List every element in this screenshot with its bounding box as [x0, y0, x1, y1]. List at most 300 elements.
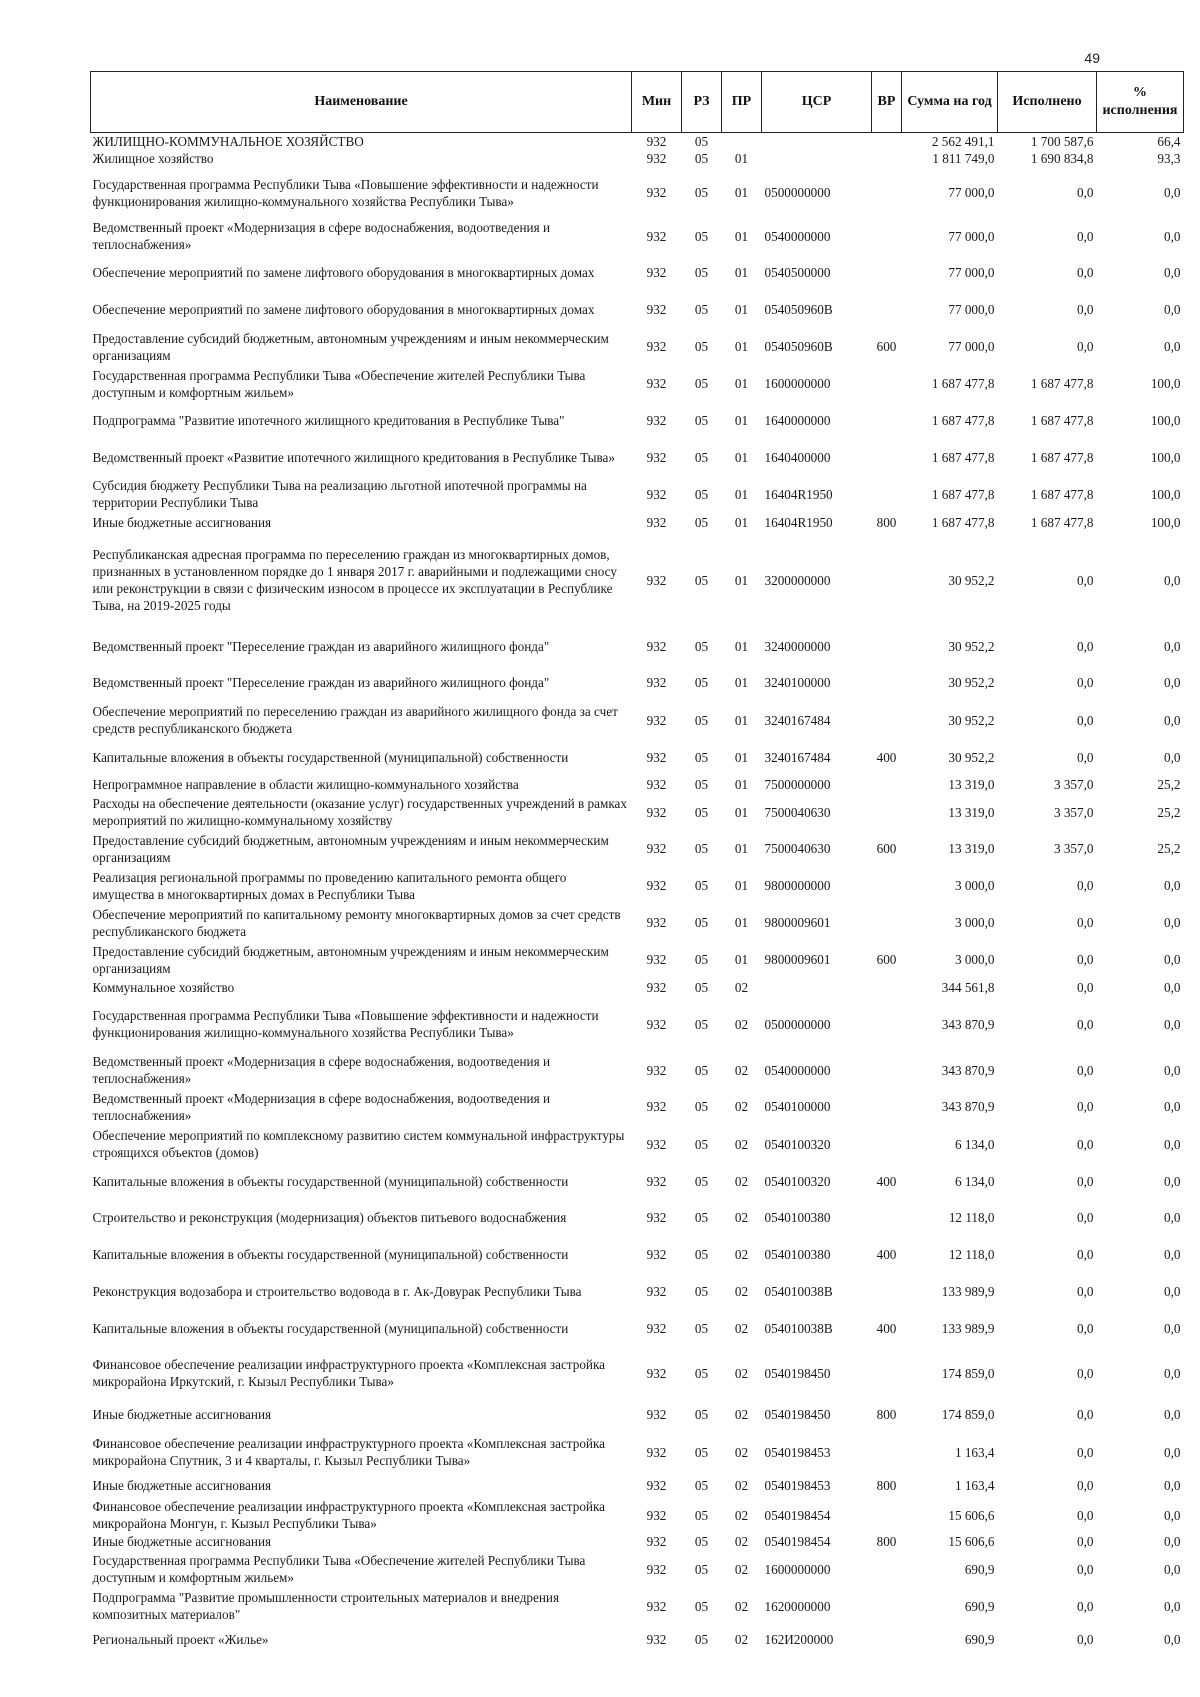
cell-vr	[872, 439, 902, 476]
cell-min: 932	[646, 514, 667, 530]
cell-vr	[872, 867, 902, 904]
cell-pct: 0,0	[1164, 979, 1181, 995]
cell-name: Предоставление субсидий бюджетным, автономным учреждениям и иным некоммерческим организациям	[92, 330, 609, 363]
cell-sum: 3 000,0	[954, 952, 995, 967]
cell-pct: 0,0	[1164, 265, 1181, 280]
cell-sum: 343 870,9	[941, 1062, 995, 1078]
cell-sum: 77 000,0	[948, 185, 995, 200]
table-row	[91, 328, 1184, 365]
cell-name: Иные бюджетные ассигнования	[92, 1478, 272, 1493]
cell-csr: 1600000000	[764, 1561, 831, 1577]
cell-done: 0,0	[1077, 1136, 1094, 1152]
table-row	[91, 1310, 1184, 1347]
cell-min: 932	[646, 376, 667, 391]
cell-pct: 0,0	[1164, 1173, 1181, 1189]
cell-pct: 25,2	[1157, 804, 1181, 820]
cell-done: 0,0	[1077, 1321, 1094, 1336]
cell-min: 932	[646, 675, 667, 690]
cell-vr: 400	[876, 1247, 897, 1262]
cell-csr: 0500000000	[764, 185, 831, 200]
cell-csr: 16404R1950	[764, 514, 833, 530]
cell-vr	[872, 1273, 902, 1310]
cell-min: 932	[646, 185, 667, 200]
cell-rz: 05	[694, 413, 709, 428]
cell-name: ЖИЛИЩНО-КОММУНАЛЬНОЕ ХОЗЯЙСТВО	[92, 134, 364, 149]
cell-rz: 05	[694, 1016, 709, 1032]
cell-vr	[872, 476, 902, 512]
cell-pct: 0,0	[1164, 1631, 1181, 1647]
cell-name: Обеспечение мероприятий по капитальному ремонту многоквартирных домов за счет средств республиканского бюджета	[92, 906, 621, 939]
table-row	[91, 1052, 1184, 1088]
cell-pr: 02	[734, 1173, 749, 1189]
cell-min: 932	[646, 302, 667, 317]
table-row	[91, 476, 1184, 512]
cell-rz: 05	[694, 675, 709, 690]
cell-pct: 25,2	[1157, 841, 1181, 856]
cell-csr: 3240167484	[764, 712, 831, 728]
cell-rz: 05	[694, 1407, 709, 1422]
cell-pct: 0,0	[1164, 675, 1181, 690]
cell-done: 0,0	[1077, 228, 1094, 244]
table-row	[91, 1497, 1184, 1533]
cell-pr: 02	[734, 1365, 749, 1381]
cell-vr	[872, 1588, 902, 1624]
cell-csr: 3200000000	[764, 572, 831, 588]
cell-pct: 0,0	[1164, 1099, 1181, 1114]
cell-pr: 01	[734, 302, 749, 317]
cell-pr: 01	[734, 878, 749, 893]
cell-pct: 0,0	[1164, 1561, 1181, 1577]
cell-min: 932	[646, 804, 667, 820]
cell-done: 0,0	[1077, 1478, 1094, 1493]
cell-name: Непрограммное направление в области жилищно-коммунального хозяйства	[92, 777, 519, 792]
cell-min: 932	[646, 878, 667, 893]
header-csr: ЦСР	[762, 72, 872, 133]
cell-pr: 02	[734, 1631, 749, 1647]
table-row	[91, 794, 1184, 830]
cell-rz: 05	[694, 151, 709, 166]
cell-vr	[872, 978, 902, 996]
cell-pr: 01	[734, 151, 749, 166]
cell-pct: 0,0	[1164, 1136, 1181, 1152]
cell-pct: 0,0	[1164, 749, 1181, 765]
cell-pct: 0,0	[1164, 1407, 1181, 1422]
cell-rz: 05	[694, 1631, 709, 1647]
cell-pr: 02	[734, 1478, 749, 1493]
cell-min: 932	[646, 712, 667, 728]
cell-csr: 0540100320	[764, 1173, 831, 1189]
table-row	[91, 701, 1184, 739]
cell-min: 932	[646, 1507, 667, 1523]
cell-done: 1 700 587,6	[1030, 134, 1094, 149]
cell-vr	[872, 218, 902, 254]
cell-vr	[872, 628, 902, 664]
cell-sum: 1 163,4	[954, 1444, 995, 1460]
table-row	[91, 402, 1184, 439]
cell-done: 0,0	[1077, 302, 1094, 317]
cell-rz: 05	[694, 1136, 709, 1152]
cell-name: Государственная программа Республики Тыва «Обеспечение жителей Республики Тыва доступным и комфортным жильем»	[92, 1553, 586, 1585]
header-min: Мин	[632, 72, 682, 133]
cell-csr: 9800000000	[764, 878, 831, 893]
cell-min: 932	[646, 749, 667, 765]
cell-csr: 7500040630	[764, 841, 831, 856]
cell-name: Расходы на обеспечение деятельности (оказание услуг) государственных учреждений в рамках мероприятий по жилищно-коммунальному хозяйству	[92, 796, 627, 828]
table-row	[91, 996, 1184, 1052]
cell-pr: 01	[734, 185, 749, 200]
cell-min: 932	[646, 1444, 667, 1460]
cell-vr	[872, 775, 902, 794]
cell-min: 932	[646, 841, 667, 856]
cell-csr: 0540100380	[764, 1247, 831, 1262]
cell-min: 932	[646, 1284, 667, 1299]
cell-pct: 0,0	[1164, 712, 1181, 728]
cell-csr: 1620000000	[764, 1598, 831, 1614]
cell-sum: 690,9	[964, 1631, 995, 1647]
cell-name: Обеспечение мероприятий по замене лифтового оборудования в многоквартирных домах	[92, 302, 595, 317]
cell-pct: 100,0	[1150, 450, 1181, 465]
table-row	[91, 1125, 1184, 1163]
cell-done: 0,0	[1077, 638, 1094, 654]
table-row	[91, 978, 1184, 996]
cell-rz: 05	[694, 339, 709, 354]
cell-pr: 02	[734, 1534, 749, 1549]
table-row	[91, 904, 1184, 941]
cell-pct: 0,0	[1164, 1444, 1181, 1460]
cell-rz: 05	[694, 486, 709, 502]
cell-pct: 0,0	[1164, 339, 1181, 354]
cell-sum: 15 606,6	[948, 1534, 995, 1549]
table-row	[91, 532, 1184, 628]
cell-vr: 800	[876, 1407, 897, 1422]
cell-done: 0,0	[1077, 1099, 1094, 1114]
table-row	[91, 830, 1184, 867]
cell-vr	[872, 1052, 902, 1088]
cell-rz: 05	[694, 302, 709, 317]
cell-vr	[872, 1430, 902, 1474]
cell-vr	[872, 402, 902, 439]
cell-pct: 0,0	[1164, 1062, 1181, 1078]
cell-min: 932	[646, 1062, 667, 1078]
header-pct: % исполнения	[1097, 72, 1184, 133]
cell-csr: 0540198454	[764, 1507, 831, 1523]
cell-vr: 400	[876, 1173, 897, 1189]
cell-min: 932	[646, 1478, 667, 1493]
cell-rz: 05	[694, 265, 709, 280]
header-done: Исполнено	[998, 72, 1097, 133]
cell-name: Иные бюджетные ассигнования	[92, 1407, 272, 1422]
cell-rz: 05	[694, 804, 709, 820]
cell-done: 0,0	[1077, 1365, 1094, 1381]
cell-csr: 054010038В	[764, 1284, 833, 1299]
cell-min: 932	[646, 486, 667, 502]
cell-name: Предоставление субсидий бюджетным, автономным учреждениям и иным некоммерческим организациям	[92, 832, 609, 865]
cell-pct: 100,0	[1150, 376, 1181, 391]
cell-vr	[872, 532, 902, 628]
cell-name: Капитальные вложения в объекты государственной (муниципальной) собственности	[92, 1321, 569, 1336]
cell-rz: 05	[694, 1534, 709, 1549]
cell-done: 1 687 477,8	[1030, 376, 1094, 391]
cell-rz: 05	[694, 185, 709, 200]
cell-pr: 02	[734, 1321, 749, 1336]
cell-name: Ведомственный проект "Переселение граждан из аварийного жилищного фонда"	[92, 675, 550, 690]
table-row	[91, 941, 1184, 978]
cell-sum: 77 000,0	[948, 265, 995, 280]
cell-pct: 0,0	[1164, 302, 1181, 317]
cell-min: 932	[646, 1136, 667, 1152]
cell-min: 932	[646, 1173, 667, 1189]
cell-vr: 400	[876, 1321, 897, 1336]
cell-done: 1 687 477,8	[1030, 486, 1094, 502]
cell-pr: 01	[734, 749, 749, 765]
cell-min: 932	[646, 1561, 667, 1577]
cell-csr: 0540500000	[764, 265, 831, 280]
cell-done: 3 357,0	[1053, 777, 1094, 792]
cell-done: 1 687 477,8	[1030, 450, 1094, 465]
header-pr: ПР	[722, 72, 762, 133]
cell-done: 3 357,0	[1053, 804, 1094, 820]
cell-done: 0,0	[1077, 1598, 1094, 1614]
cell-vr	[872, 996, 902, 1052]
cell-done: 0,0	[1077, 749, 1094, 765]
cell-min: 932	[646, 265, 667, 280]
cell-sum: 3 000,0	[954, 878, 995, 893]
cell-csr: 9800009601	[764, 915, 831, 930]
table-row	[91, 167, 1184, 218]
cell-pr: 02	[734, 1136, 749, 1152]
cell-min: 932	[646, 1598, 667, 1614]
cell-name: Обеспечение мероприятий по переселению граждан из аварийного жилищного фонда за счет средств республиканского бюджета	[92, 704, 618, 736]
cell-name: Ведомственный проект "Переселение граждан из аварийного жилищного фонда"	[92, 638, 550, 654]
cell-done: 0,0	[1077, 952, 1094, 967]
cell-sum: 690,9	[964, 1598, 995, 1614]
cell-min: 932	[646, 777, 667, 792]
cell-pct: 0,0	[1164, 952, 1181, 967]
cell-name: Подпрограмма "Развитие промышленности строительных материалов и внедрения композитных материалов"	[92, 1590, 560, 1622]
table-row	[91, 1273, 1184, 1310]
cell-csr: 162И200000	[764, 1631, 834, 1647]
cell-sum: 30 952,2	[948, 572, 995, 588]
cell-sum: 690,9	[964, 1561, 995, 1577]
cell-rz: 05	[694, 1507, 709, 1523]
cell-csr: 3240100000	[764, 675, 831, 690]
cell-sum: 6 134,0	[954, 1136, 995, 1152]
cell-sum: 15 606,6	[948, 1507, 995, 1523]
cell-name: Ведомственный проект «Модернизация в сфере водоснабжения, водоотведения и теплоснабжения»	[92, 1054, 551, 1086]
cell-min: 932	[646, 1210, 667, 1225]
cell-sum: 3 000,0	[954, 915, 995, 930]
cell-pr: 02	[734, 1247, 749, 1262]
cell-done: 0,0	[1077, 1534, 1094, 1549]
cell-pct: 66,4	[1157, 134, 1181, 149]
table-row	[91, 439, 1184, 476]
cell-sum: 174 859,0	[941, 1365, 995, 1381]
cell-csr: 0540198453	[764, 1478, 831, 1493]
cell-sum: 13 319,0	[948, 841, 995, 856]
cell-rz: 05	[694, 1598, 709, 1614]
cell-pr: 01	[734, 376, 749, 391]
cell-pct: 100,0	[1150, 413, 1181, 428]
cell-name: Финансовое обеспечение реализации инфраструктурного проекта «Комплексная застройка микрорайона Иркутский, г. Кызыл Республики Тыва»	[92, 1357, 606, 1389]
cell-sum: 30 952,2	[948, 749, 995, 765]
cell-pr: 02	[734, 1561, 749, 1577]
cell-csr: 1600000000	[764, 376, 831, 391]
cell-csr: 0540100380	[764, 1210, 831, 1225]
cell-csr: 054010038В	[764, 1321, 833, 1336]
cell-min: 932	[646, 413, 667, 428]
cell-rz: 05	[694, 777, 709, 792]
cell-pct: 0,0	[1164, 228, 1181, 244]
table-row	[91, 1588, 1184, 1624]
cell-rz: 05	[694, 915, 709, 930]
cell-done: 0,0	[1077, 1247, 1094, 1262]
cell-csr: 16404R1950	[764, 486, 833, 502]
cell-pct: 0,0	[1164, 1247, 1181, 1262]
cell-pr: 01	[734, 841, 749, 856]
cell-vr	[872, 1199, 902, 1236]
cell-pr: 01	[734, 486, 749, 502]
cell-pct: 0,0	[1164, 878, 1181, 893]
cell-rz: 05	[694, 1321, 709, 1336]
cell-pct: 0,0	[1164, 1284, 1181, 1299]
cell-vr	[872, 133, 902, 151]
cell-sum: 1 687 477,8	[931, 450, 995, 465]
cell-sum: 77 000,0	[948, 302, 995, 317]
table-row	[91, 739, 1184, 775]
cell-vr	[872, 150, 902, 167]
cell-rz: 05	[694, 572, 709, 588]
cell-min: 932	[646, 979, 667, 995]
cell-sum: 13 319,0	[948, 777, 995, 792]
cell-name: Обеспечение мероприятий по комплексному развитию систем коммунальной инфраструктуры строящихся объектов (домов)	[92, 1128, 625, 1160]
cell-name: Государственная программа Республики Тыва «Повышение эффективности и надежности функционирования жилищно-коммунального хозяйства Республики Тыва»	[92, 176, 599, 209]
cell-rz: 05	[694, 1365, 709, 1381]
table-row	[91, 1399, 1184, 1430]
cell-min: 932	[646, 1016, 667, 1032]
cell-pct: 0,0	[1164, 1534, 1181, 1549]
cell-pct: 0,0	[1164, 1478, 1181, 1493]
cell-done: 1 687 477,8	[1030, 514, 1094, 530]
table-row	[91, 512, 1184, 532]
cell-sum: 12 118,0	[948, 1247, 995, 1262]
cell-min: 932	[646, 450, 667, 465]
cell-name: Государственная программа Республики Тыва «Повышение эффективности и надежности функционирования жилищно-коммунального хозяйства Республики Тыва»	[92, 1008, 599, 1040]
cell-pct: 100,0	[1150, 486, 1181, 502]
cell-min: 932	[646, 1321, 667, 1336]
cell-pct: 0,0	[1164, 1365, 1181, 1381]
cell-done: 0,0	[1077, 265, 1094, 280]
table-row	[91, 150, 1184, 167]
cell-rz: 05	[694, 228, 709, 244]
table-row	[91, 1088, 1184, 1125]
cell-sum: 343 870,9	[941, 1016, 995, 1032]
cell-rz: 05	[694, 749, 709, 765]
cell-pct: 0,0	[1164, 572, 1181, 588]
cell-pr: 01	[734, 265, 749, 280]
table-row	[91, 1550, 1184, 1588]
cell-pr: 01	[734, 228, 749, 244]
cell-name: Обеспечение мероприятий по замене лифтового оборудования в многоквартирных домах	[92, 265, 595, 280]
cell-done: 0,0	[1077, 878, 1094, 893]
cell-rz: 05	[694, 1247, 709, 1262]
table-row	[91, 1199, 1184, 1236]
cell-min: 932	[646, 339, 667, 354]
cell-done: 0,0	[1077, 1016, 1094, 1032]
cell-name: Региональный проект «Жилье»	[92, 1631, 269, 1647]
cell-done: 0,0	[1077, 1444, 1094, 1460]
cell-done: 0,0	[1077, 1062, 1094, 1078]
table-row	[91, 1163, 1184, 1199]
cell-name: Реконструкция водозабора и строительство водовода в г. Ак-Довурак Республики Тыва	[92, 1284, 582, 1299]
cell-sum: 77 000,0	[948, 228, 995, 244]
cell-rz: 05	[694, 841, 709, 856]
cell-min: 932	[646, 1365, 667, 1381]
cell-sum: 2 562 491,1	[931, 134, 995, 149]
cell-vr	[872, 365, 902, 402]
cell-csr: 0500000000	[764, 1016, 831, 1032]
cell-pr: 01	[734, 339, 749, 354]
table-row	[91, 1236, 1184, 1273]
table-row	[91, 1430, 1184, 1474]
cell-done: 0,0	[1077, 915, 1094, 930]
cell-name: Иные бюджетные ассигнования	[92, 1534, 272, 1549]
table-row	[91, 133, 1184, 151]
cell-pr: 02	[734, 1507, 749, 1523]
cell-sum: 30 952,2	[948, 638, 995, 654]
cell-rz: 05	[694, 712, 709, 728]
cell-sum: 30 952,2	[948, 712, 995, 728]
cell-name: Иные бюджетные ассигнования	[92, 514, 272, 530]
cell-rz: 05	[694, 134, 709, 149]
cell-pr: 01	[734, 572, 749, 588]
cell-min: 932	[646, 638, 667, 654]
cell-csr: 0540198450	[764, 1407, 831, 1422]
table-row	[91, 867, 1184, 904]
cell-pct: 25,2	[1157, 777, 1181, 792]
cell-pr: 01	[734, 777, 749, 792]
cell-csr: 0540000000	[764, 1062, 831, 1078]
budget-table	[90, 71, 1184, 1654]
cell-done: 0,0	[1077, 572, 1094, 588]
cell-rz: 05	[694, 952, 709, 967]
cell-pr: 02	[734, 1062, 749, 1078]
cell-sum: 1 687 477,8	[931, 376, 995, 391]
cell-done: 0,0	[1077, 1561, 1094, 1577]
cell-vr: 800	[876, 514, 897, 530]
cell-done: 0,0	[1077, 185, 1094, 200]
cell-rz: 05	[694, 979, 709, 995]
cell-done: 0,0	[1077, 979, 1094, 995]
cell-name: Финансовое обеспечение реализации инфраструктурного проекта «Комплексная застройка микрорайона Спутник, 3 и 4 кварталы, г. Кызыл Республики Тыва»	[92, 1436, 606, 1468]
cell-pr: 02	[734, 1598, 749, 1614]
cell-pct: 0,0	[1164, 638, 1181, 654]
cell-name: Ведомственный проект «Развитие ипотечного жилищного кредитования в Республике Тыва»	[92, 450, 615, 465]
cell-pr: 01	[734, 450, 749, 465]
cell-vr	[872, 664, 902, 701]
cell-sum: 30 952,2	[948, 675, 995, 690]
cell-pr: 01	[734, 952, 749, 967]
cell-min: 932	[646, 1247, 667, 1262]
cell-name: Ведомственный проект «Модернизация в сфере водоснабжения, водоотведения и теплоснабжения»	[92, 1090, 551, 1123]
cell-csr	[762, 150, 872, 167]
cell-pr: 01	[734, 915, 749, 930]
cell-name: Строительство и реконструкция (модернизация) объектов питьевого водоснабжения	[92, 1210, 567, 1225]
cell-pr: 01	[734, 712, 749, 728]
cell-rz: 05	[694, 1173, 709, 1189]
cell-csr: 054050960В	[764, 302, 833, 317]
cell-min: 932	[646, 1099, 667, 1114]
cell-pr: 01	[734, 804, 749, 820]
